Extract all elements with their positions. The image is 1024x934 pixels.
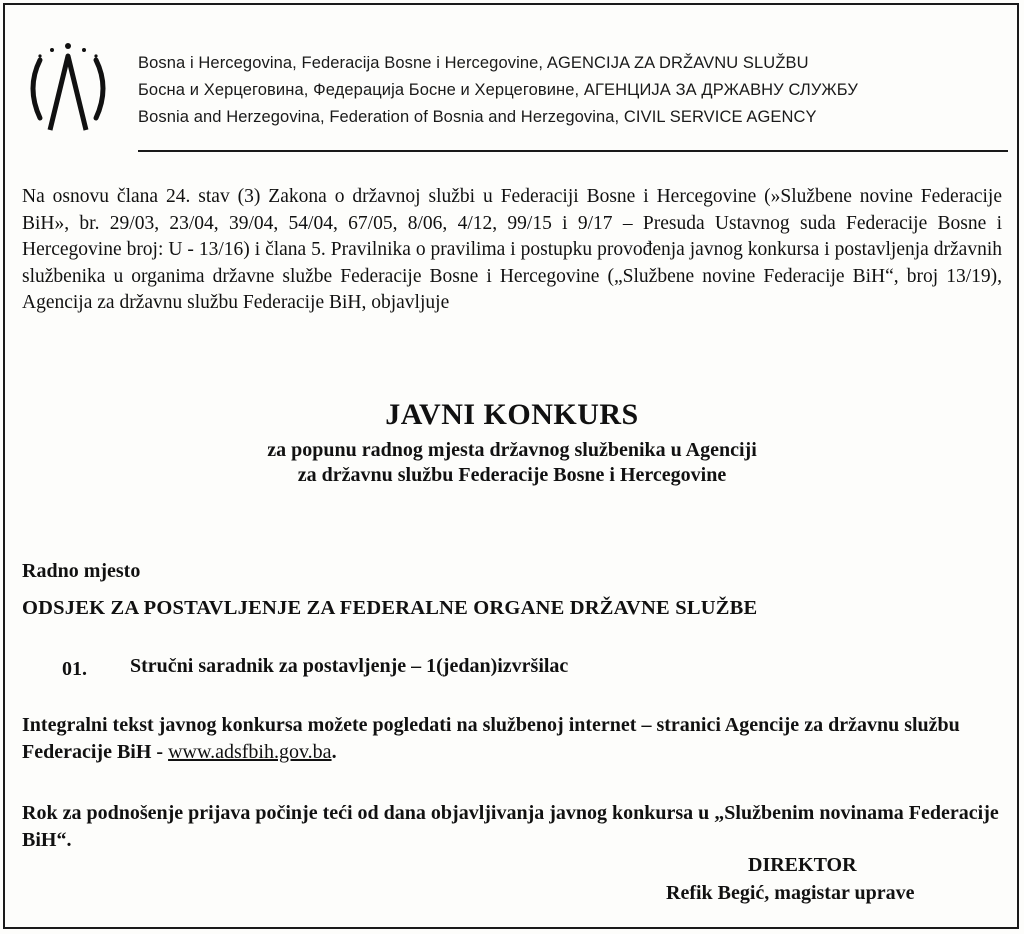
agency-name-block (138, 50, 858, 131)
header-divider (138, 150, 1008, 152)
note-suffix: . (331, 741, 337, 763)
deadline-note: Rok za podnošenje prijava počinje teći od dana objavljivanja javnog konkursa u „Službenim novinama Federacije BiH“. (22, 802, 999, 851)
letterhead (0, 0, 1024, 160)
agency-logo-icon (22, 38, 114, 138)
position-title: Stručni saradnik za postavljenje – 1(jedan)izvršilac (130, 655, 569, 677)
agency-name-serbian: Босна и Херцеговина, Федерација Босне и Херцеговине, АГЕНЦИЈА ЗА ДРЖАВНУ СЛУЖБУ (138, 81, 858, 99)
agency-name-english: Bosnia and Herzegovina, Federation of Bosnia and Herzegovina, CIVIL SERVICE AGENCY (138, 108, 817, 126)
subtitle-line-1: za popunu radnog mjesta državnog službenika u Agenciji (267, 439, 757, 461)
note-text: Integralni tekst javnog konkursa možete pogledati na službenoj internet – stranici Agencije za državnu službu Federacije BiH - (22, 714, 960, 763)
announcement-subtitle (0, 438, 1024, 488)
signatory-name: Refik Begić, magistar uprave (666, 882, 915, 904)
intro-paragraph: Na osnovu člana 24. stav (3) Zakona o državnoj službi u Federaciji Bosne i Hercegovine (»Službene novine Federacije BiH», br. 29/03, 23/04, 39/04, 54/04, 67/05, 8/06, 4/12, 99/15 i 9/17 – Presuda Ustavnog suda Federacije Bosne i Hercegovine broj: U - 13/16) i člana 5. Pravilnika o pravilima i postupku provođenja javnog konkursa i postavljenja državnih službenika u organima državne službe Federacije Bosne i Hercegovine („Službene novine Federacije BiH“, broj 13/19), Agencija za državnu službu Federacije BiH, objavljuje (22, 186, 1002, 313)
agency-website-link[interactable]: www.adsfbih.gov.ba (168, 741, 332, 763)
announcement-title: JAVNI KONKURS (385, 398, 639, 431)
department-heading: ODSJEK ZA POSTAVLJENJE ZA FEDERALNE ORGANE DRŽAVNE SLUŽBE (22, 597, 758, 619)
position-label: Radno mjesto (22, 560, 141, 582)
full-text-note (22, 712, 1004, 766)
subtitle-line-2: za državnu službu Federacije Bosne i Hercegovine (297, 464, 727, 486)
signatory-title: DIREKTOR (748, 854, 857, 876)
position-number: 01. (62, 658, 87, 680)
agency-name-bosnian: Bosna i Hercegovina, Federacija Bosne i Hercegovine, AGENCIJA ZA DRŽAVNU SLUŽBU (138, 54, 809, 72)
